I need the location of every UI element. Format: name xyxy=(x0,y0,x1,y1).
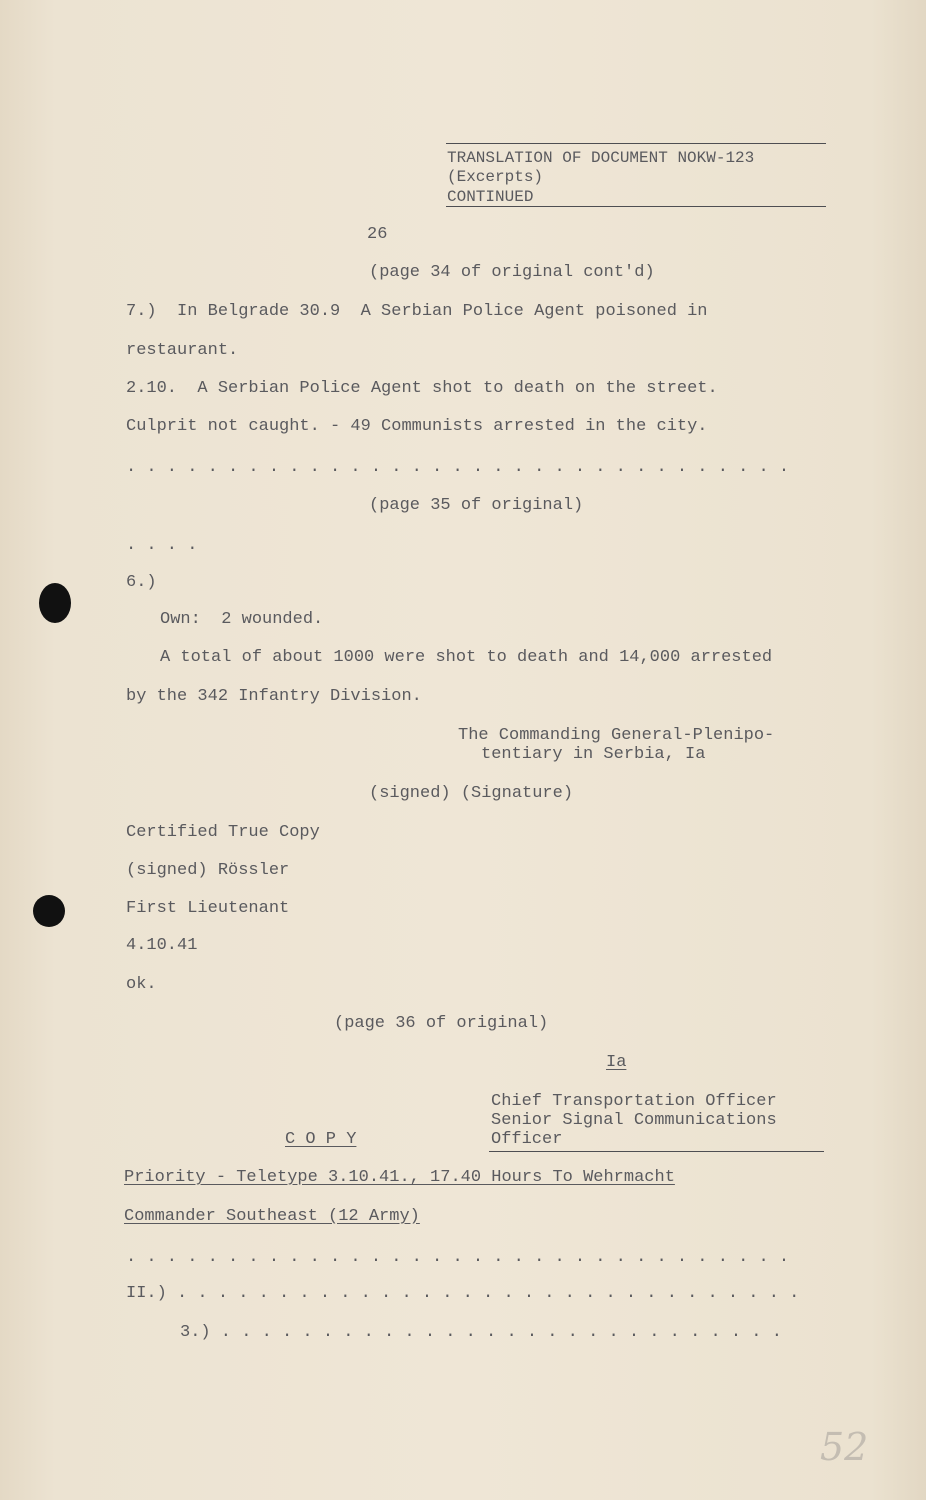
header-top-rule xyxy=(446,143,826,144)
page-36-reference: (page 36 of original) xyxy=(334,1014,549,1033)
item-7-line-1: 7.) In Belgrade 30.9 A Serbian Police Agent poisoned in xyxy=(126,302,708,321)
certification-date: 4.10.41 xyxy=(126,936,198,955)
commander-line: Commander Southeast (12 Army) xyxy=(124,1207,420,1226)
item-6: 6.) xyxy=(126,573,157,592)
punch-hole-bottom xyxy=(33,895,65,927)
signed-signature: (signed) (Signature) xyxy=(369,784,574,803)
header-bottom-rule xyxy=(446,206,826,207)
header-title: TRANSLATION OF DOCUMENT NOKW-123 xyxy=(447,149,755,167)
own-wounded: Own: 2 wounded. xyxy=(160,610,324,629)
header-excerpts: (Excerpts) xyxy=(447,168,544,186)
culprit-line: Culprit not caught. - 49 Communists arrested in the city. xyxy=(126,417,708,436)
transport-officer-3: Officer xyxy=(491,1130,563,1149)
signatory-title-2: tentiary in Serbia, Ia xyxy=(481,745,706,764)
page-34-reference: (page 34 of original cont'd) xyxy=(369,263,655,282)
handwritten-page-mark: 52 xyxy=(820,1425,869,1469)
ok-mark: ok. xyxy=(126,975,157,994)
priority-line: Priority - Teletype 3.10.41., 17.40 Hours To Wehrmacht xyxy=(124,1168,675,1187)
total-line-2: by the 342 Infantry Division. xyxy=(126,687,422,706)
section-ii: II.) . . . . . . . . . . . . . . . . . . . . . . . . . . . . . . . xyxy=(126,1284,800,1303)
rank: First Lieutenant xyxy=(126,899,290,918)
signed-rossler: (signed) Rössler xyxy=(126,861,290,880)
total-line-1: A total of about 1000 were shot to death and 14,000 arrested xyxy=(160,648,773,667)
copy-label: C O P Y xyxy=(285,1130,357,1149)
certified-copy: Certified True Copy xyxy=(126,823,320,842)
page-35-reference: (page 35 of original) xyxy=(369,496,584,515)
punch-hole-top xyxy=(39,583,71,623)
transport-officer-1: Chief Transportation Officer xyxy=(491,1092,777,1111)
item-2-10: 2.10. A Serbian Police Agent shot to death on the street. xyxy=(126,379,718,398)
signatory-title-1: The Commanding General-Plenipo- xyxy=(458,726,775,745)
ia-label: Ia xyxy=(606,1053,627,1072)
ellipsis-row-2: . . . . . . . . . . . . . . . . . . . . . . . . . . . . . . . . . xyxy=(126,1248,790,1267)
transport-officer-2: Senior Signal Communications xyxy=(491,1111,777,1130)
header-continued: CONTINUED xyxy=(447,188,534,206)
section-3: 3.) . . . . . . . . . . . . . . . . . . . . . . . . . . . . xyxy=(180,1323,782,1342)
item-7-line-2: restaurant. xyxy=(126,341,239,360)
transport-rule xyxy=(489,1151,824,1152)
ellipsis-short: . . . . xyxy=(126,536,198,555)
ellipsis-row-1: . . . . . . . . . . . . . . . . . . . . . . . . . . . . . . . . . xyxy=(126,458,790,477)
page-number: 26 xyxy=(367,225,388,244)
